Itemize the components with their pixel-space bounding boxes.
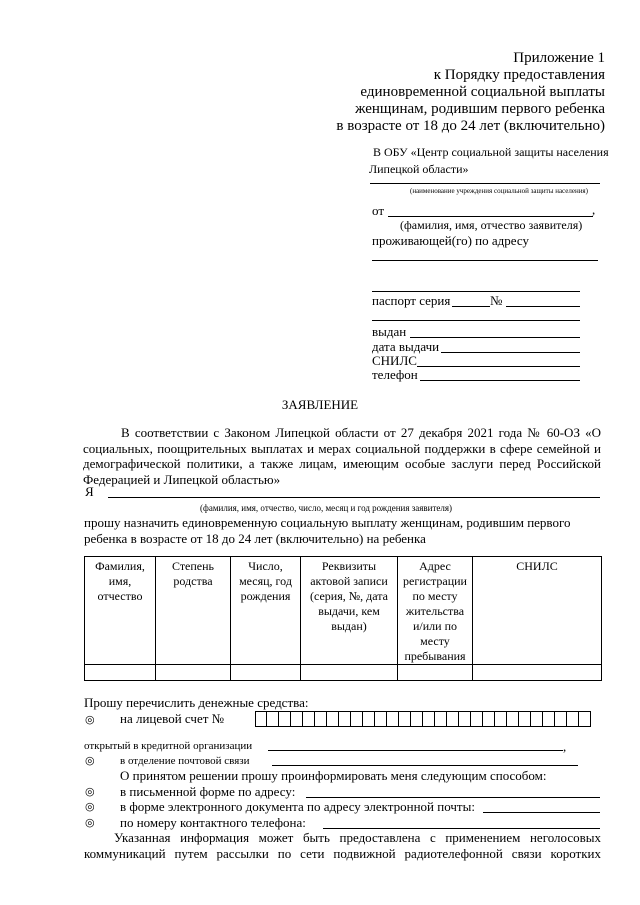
account-number-boxes[interactable] <box>255 711 591 727</box>
table-cell[interactable] <box>85 665 156 681</box>
passport-extra-line[interactable] <box>372 320 580 321</box>
i-caption: (фамилия, имя, отчество, число, месяц и год рождения заявителя) <box>200 503 453 513</box>
payment-heading: Прошу перечислить денежные средства: <box>84 695 309 710</box>
passport-number-line[interactable] <box>506 306 580 307</box>
document-title: ЗАЯВЛЕНИЕ <box>281 397 359 412</box>
body-paragraph <box>83 425 601 487</box>
recipient-to-line1: В ОБУ «Центр социальной защиты населения <box>373 145 609 159</box>
request-text <box>84 515 570 547</box>
issued-line[interactable] <box>410 337 580 338</box>
phone-line[interactable] <box>420 380 580 381</box>
child-table <box>84 556 602 681</box>
address-line-2[interactable] <box>372 291 580 292</box>
appendix-block <box>205 50 605 135</box>
footer-line: коммуникаций путем рассылки по сети подвижной радиотелефонной связи коротких <box>84 846 601 861</box>
address-label: проживающей(го) по адресу <box>372 233 529 248</box>
opt-phone-label: по номеру контактного телефона: <box>120 815 306 830</box>
snils-line[interactable] <box>417 366 580 367</box>
body-line: В соответствии с Законом Липецкой области от 27 декабря 2021 года № 60-ОЗ «О <box>121 425 601 440</box>
issue-date-label: дата выдачи <box>372 339 440 354</box>
address-line-1[interactable] <box>372 260 598 261</box>
header-cell-birthdate: Число, месяц, год рождения <box>231 557 301 665</box>
header-cell-snils: СНИЛС <box>473 557 602 665</box>
bank-label: открытый в кредитной организации <box>84 740 253 752</box>
radio-account[interactable]: ◎ <box>85 714 95 726</box>
appendix-line: в возрасте от 18 до 24 лет (включительно) <box>336 118 605 134</box>
table-cell[interactable] <box>398 665 473 681</box>
table-row <box>85 665 602 681</box>
header-cell-address: Адрес регистрации по месту жительства и/или по месту пребывания <box>398 557 473 665</box>
table-cell[interactable] <box>301 665 398 681</box>
appendix-line: единовременной социальной выплаты <box>360 84 605 100</box>
account-label: на лицевой счет № <box>120 711 225 726</box>
radio-mail[interactable]: ◎ <box>85 786 95 798</box>
comma: , <box>592 202 596 217</box>
header-cell-relation: Степень родства <box>156 557 231 665</box>
appendix-line: Приложение 1 <box>513 50 605 66</box>
body-line: социальных, поощрительных выплатах и мерах социальной поддержки в сфере семейной и <box>83 440 601 456</box>
footer-paragraph <box>84 830 601 862</box>
applicant-name-line[interactable] <box>388 216 593 217</box>
opt-email-label: в форме электронного документа по адресу электронной почты: <box>120 799 475 814</box>
passport-number-sign: № <box>490 293 503 308</box>
org-name-line[interactable] <box>370 183 600 184</box>
opt-mail-label: в письменной форме по адресу: <box>120 784 296 799</box>
email-line[interactable] <box>483 812 600 813</box>
body-line: Федерацией и Липецкой областью» <box>83 471 281 487</box>
from-label: от <box>372 203 385 218</box>
request-line: прошу назначить единовременную социальную выплату женщинам, родившим первого <box>84 515 571 530</box>
body-line: демографической политики, а также лицам, имеющим особые заслуги перед Российской <box>83 456 601 471</box>
bank-line[interactable] <box>268 750 563 751</box>
bank-comma: , <box>563 739 567 754</box>
name-caption: (фамилия, имя, отчество заявителя) <box>400 218 583 232</box>
recipient-to-line2: Липецкой области» <box>369 162 469 176</box>
i-label: Я <box>85 484 94 499</box>
issue-date-line[interactable] <box>441 352 580 353</box>
mail-line[interactable] <box>306 797 600 798</box>
applicant-full-line[interactable] <box>108 497 600 498</box>
table-cell[interactable] <box>231 665 301 681</box>
snils-label: СНИЛС <box>372 353 417 368</box>
radio-email[interactable]: ◎ <box>85 801 95 813</box>
table-cell[interactable] <box>156 665 231 681</box>
radio-post[interactable]: ◎ <box>85 755 95 767</box>
post-line[interactable] <box>272 765 578 766</box>
appendix-line: женщинам, родившим первого ребенка <box>355 101 605 117</box>
phone-contact-line[interactable] <box>323 828 600 829</box>
radio-phone[interactable]: ◎ <box>85 817 95 829</box>
request-line: ребенка в возрасте от 18 до 24 лет (включительно) на ребенка <box>84 531 426 546</box>
post-label: в отделение почтовой связи <box>120 755 250 767</box>
appendix-line: к Порядку предоставления <box>433 67 605 83</box>
header-cell-record: Реквизиты актовой записи (серия, №, дата выдачи, кем выдан) <box>301 557 398 665</box>
passport-series-line[interactable] <box>452 306 490 307</box>
footer-line: Указанная информация может быть предоставлена с применением неголосовых <box>114 830 601 845</box>
inform-heading: О принятом решении прошу проинформировать меня следующим способом: <box>120 768 547 783</box>
phone-label: телефон <box>372 367 418 382</box>
org-caption: (наименование учреждения социальной защиты населения) <box>410 187 588 195</box>
table-header-row <box>85 557 602 665</box>
table-cell[interactable] <box>473 665 602 681</box>
passport-label: паспорт серия <box>372 293 451 308</box>
header-cell-name: Фамилия, имя, отчество <box>85 557 156 665</box>
issued-label: выдан <box>372 324 407 339</box>
